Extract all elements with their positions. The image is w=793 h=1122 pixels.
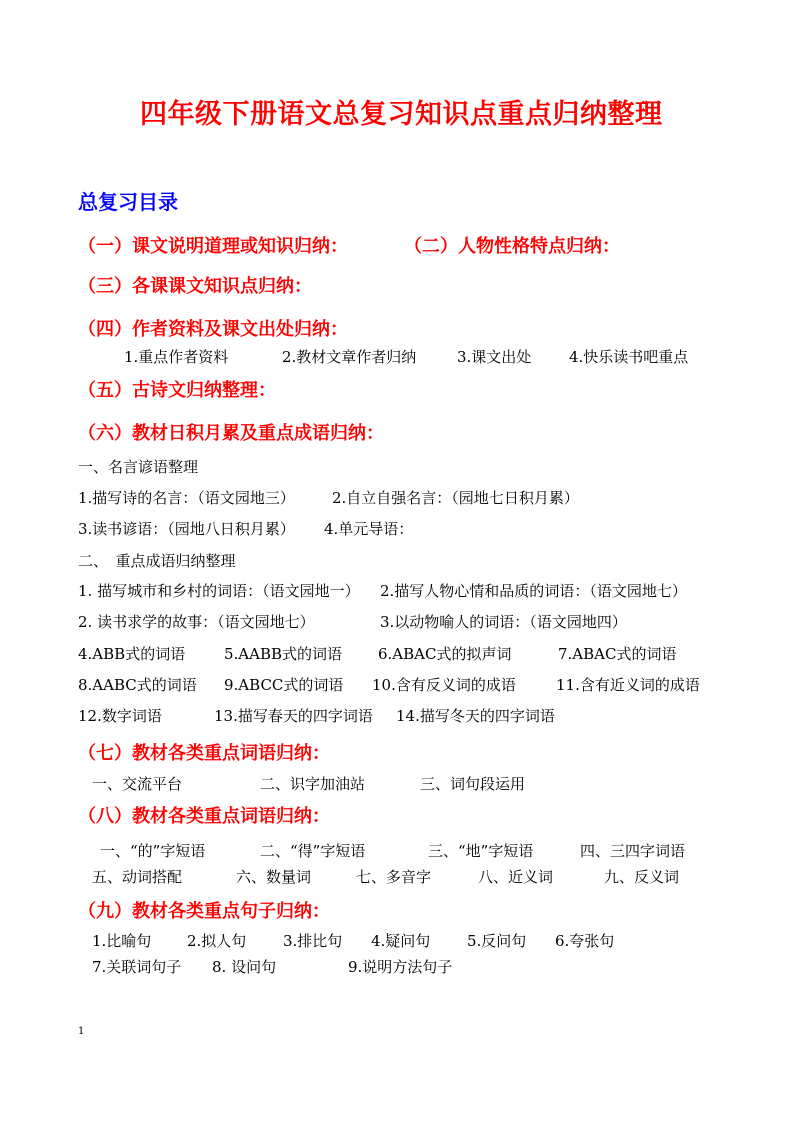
- list-item: 九、反义词: [604, 868, 680, 886]
- section-6-heading: （六）教材日积月累及重点成语归纳：: [78, 423, 384, 444]
- section-9-row2: [92, 956, 452, 977]
- section-5-heading: （五）古诗文归纳整理：: [78, 380, 276, 401]
- list-item: 2.自立自强名言：（园地七日积月累）: [332, 489, 579, 507]
- section-3-heading: （三）各课课文知识点归纳：: [78, 276, 312, 297]
- list-item: 4.单元导语：: [324, 520, 414, 538]
- section-1-heading: （一）课文说明道理或知识归纳：: [78, 236, 348, 257]
- page-title: 四年级下册语文总复习知识点重点归纳整理: [140, 99, 663, 130]
- list-item: 9.ABCC式的词语: [224, 676, 344, 694]
- list-item: 二、“得”字短语: [260, 842, 366, 860]
- section-9-row1: [92, 930, 614, 951]
- s6-part1-heading: 一、名言谚语整理: [78, 458, 199, 476]
- list-item: 2.教材文章作者归纳: [282, 348, 417, 366]
- list-item: 一、交流平台: [92, 775, 183, 793]
- list-item: 3.以动物喻人的词语：（语文园地四）: [380, 613, 627, 631]
- list-item: 1.描写诗的名言：（语文园地三）: [78, 489, 295, 507]
- page-number: 1: [78, 1026, 85, 1037]
- list-item: 2.描写人物心情和品质的词语：（语文园地七）: [380, 582, 687, 600]
- list-item: 8.AABC式的词语: [78, 676, 197, 694]
- list-item: 三、词句段运用: [420, 775, 526, 793]
- list-item: 13.描写春天的四字词语: [214, 707, 373, 725]
- list-item: 六、数量词: [236, 868, 312, 886]
- list-item: 1.比喻句: [92, 932, 152, 950]
- list-item: 3.课文出处: [457, 348, 532, 366]
- list-item: 5.反问句: [467, 932, 527, 950]
- s6-part2-row1: [78, 580, 687, 601]
- list-item: 3.排比句: [283, 932, 343, 950]
- list-item: 14.描写冬天的四字词语: [396, 707, 555, 725]
- list-item: 4.ABB式的词语: [78, 645, 186, 663]
- list-item: 八、近义词: [478, 868, 554, 886]
- list-item: 4.快乐读书吧重点: [569, 348, 689, 366]
- s6-part2-row2: [78, 611, 627, 632]
- list-item: 5.AABB式的词语: [224, 645, 343, 663]
- list-item: 6.ABAC式的拟声词: [378, 645, 512, 663]
- s6-part1-row1: [78, 487, 579, 508]
- s6-part2-row4: [78, 674, 700, 695]
- list-item: 2.拟人句: [187, 932, 247, 950]
- list-item: 7.关联词句子: [92, 958, 182, 976]
- section-7-heading: （七）教材各类重点词语归纳：: [78, 743, 330, 764]
- list-item: 1. 描写城市和乡村的词语：（语文园地一）: [78, 582, 360, 600]
- section-7-items: [92, 773, 525, 794]
- list-item: 1.重点作者资料: [124, 348, 229, 366]
- s6-part2-row5: [78, 705, 555, 726]
- list-item: 8. 设问句: [212, 958, 277, 976]
- toc-heading: 总复习目录: [78, 190, 178, 214]
- list-item: 四、三四字词语: [580, 842, 686, 860]
- s6-part2-row3: [78, 643, 676, 664]
- section-4-items: [124, 346, 688, 367]
- list-item: 一、“的”字短语: [100, 842, 206, 860]
- list-item: 11.含有近义词的成语: [556, 676, 700, 694]
- list-item: 9.说明方法句子: [348, 958, 453, 976]
- list-item: 6.夸张句: [555, 932, 615, 950]
- section-9-heading: （九）教材各类重点句子归纳：: [78, 901, 330, 922]
- list-item: 3.读书谚语：（园地八日积月累）: [78, 520, 295, 538]
- list-item: 12.数字词语: [78, 707, 162, 725]
- section-8-heading: （八）教材各类重点词语归纳：: [78, 806, 330, 827]
- section-8-row1: [100, 840, 685, 861]
- list-item: 2. 读书求学的故事：（语文园地七）: [78, 613, 315, 631]
- list-item: 二、识字加油站: [260, 775, 366, 793]
- list-item: 4.疑问句: [371, 932, 431, 950]
- s6-part2-heading: 二、 重点成语归纳整理: [78, 552, 236, 570]
- list-item: 七、多音字: [356, 868, 432, 886]
- section-2-heading: （二）人物性格特点归纳：: [404, 236, 620, 257]
- section-8-row2: [92, 866, 679, 887]
- list-item: 7.ABAC式的词语: [558, 645, 677, 663]
- section-4-heading: （四）作者资料及课文出处归纳：: [78, 319, 348, 340]
- s6-part1-row2: [78, 518, 413, 539]
- list-item: 五、动词搭配: [92, 868, 183, 886]
- list-item: 10.含有反义词的成语: [372, 676, 516, 694]
- list-item: 三、“地”字短语: [428, 842, 534, 860]
